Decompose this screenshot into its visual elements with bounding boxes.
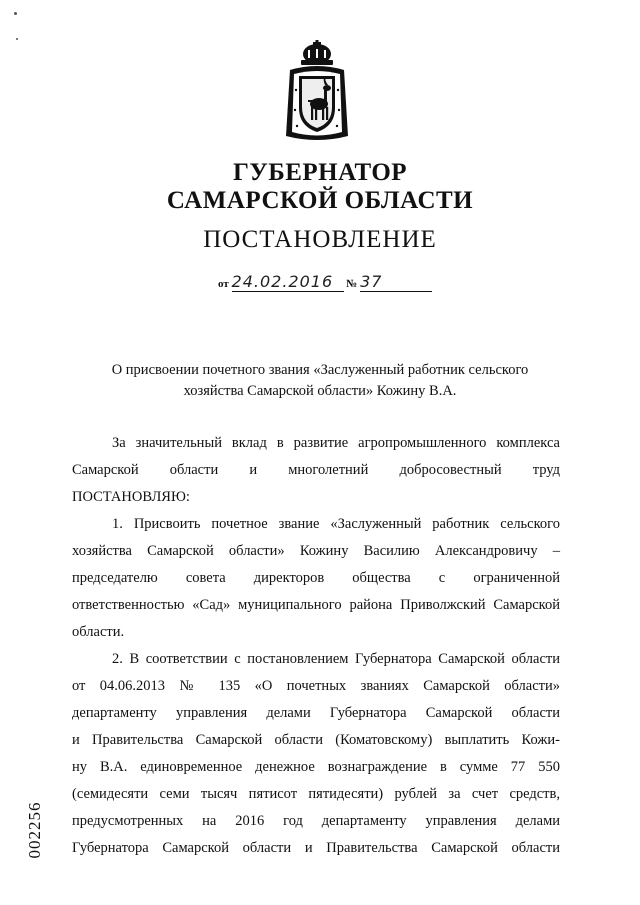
body-line: области. <box>72 624 125 640</box>
date-number-line <box>218 272 432 292</box>
samara-coat-of-arms-icon <box>284 40 350 144</box>
body-line: ПОСТАНОВЛЯЮ: <box>72 489 190 505</box>
issuer-title-line1: ГУБЕРНАТОР <box>232 159 408 186</box>
number-field <box>360 272 432 292</box>
serial-number: 002256 <box>25 801 44 859</box>
number-prefix: № <box>346 278 358 290</box>
body-line: (семидесяти семи тысяч пятисот пятидесяти) рублей за счет средств, <box>72 786 560 802</box>
date-field <box>232 272 344 292</box>
body-line: За значительный вклад в развитие агропромышленного комплекса <box>112 435 560 451</box>
serial-stamp <box>26 780 46 880</box>
scan-speck <box>14 12 17 15</box>
body-line: ну В.А. единовременное денежное вознаграждение в сумме 77 550 <box>72 759 560 775</box>
body-line: от 04.06.2013 № 135 «О почетных званиях Самарской области» <box>72 678 560 694</box>
issuer-title-line2: САМАРСКОЙ ОБЛАСТИ <box>166 187 474 214</box>
body-line: Самарской области и многолетний добросовестный труд <box>72 462 560 478</box>
body-line: предусмотренных на 2016 год департаменту управления делами <box>72 813 560 829</box>
subject-line-2: хозяйства Самарской области» Кожину В.А. <box>183 383 457 399</box>
body-line: департаменту управления делами Губернатора Самарской области <box>72 705 560 721</box>
subject-line-1: О присвоении почетного звания «Заслуженный работник сельского <box>111 362 529 378</box>
document-type-title: ПОСТАНОВЛЕНИЕ <box>203 226 437 253</box>
body-line: ответственностью «Сад» муниципального района Приволжский Самарской <box>72 597 560 613</box>
scan-speck <box>16 38 18 40</box>
body-line: 1. Присвоить почетное звание «Заслуженный работник сельского <box>112 516 560 532</box>
body-line: хозяйства Самарской области» Кожину Василию Александровичу – <box>72 543 560 559</box>
handwritten-number: 37 <box>360 272 383 291</box>
body-line: председателю совета директоров общества с ограниченной <box>72 570 560 586</box>
body-line: и Правительства Самарской области (Коматовскому) выплатить Кожи- <box>72 732 560 748</box>
body-line: Губернатора Самарской области и Правительства Самарской области <box>72 840 560 856</box>
body-line: 2. В соответствии с постановлением Губернатора Самарской области <box>112 651 560 667</box>
handwritten-date: 24.02.2016 <box>231 272 334 291</box>
date-prefix: от <box>218 278 229 290</box>
